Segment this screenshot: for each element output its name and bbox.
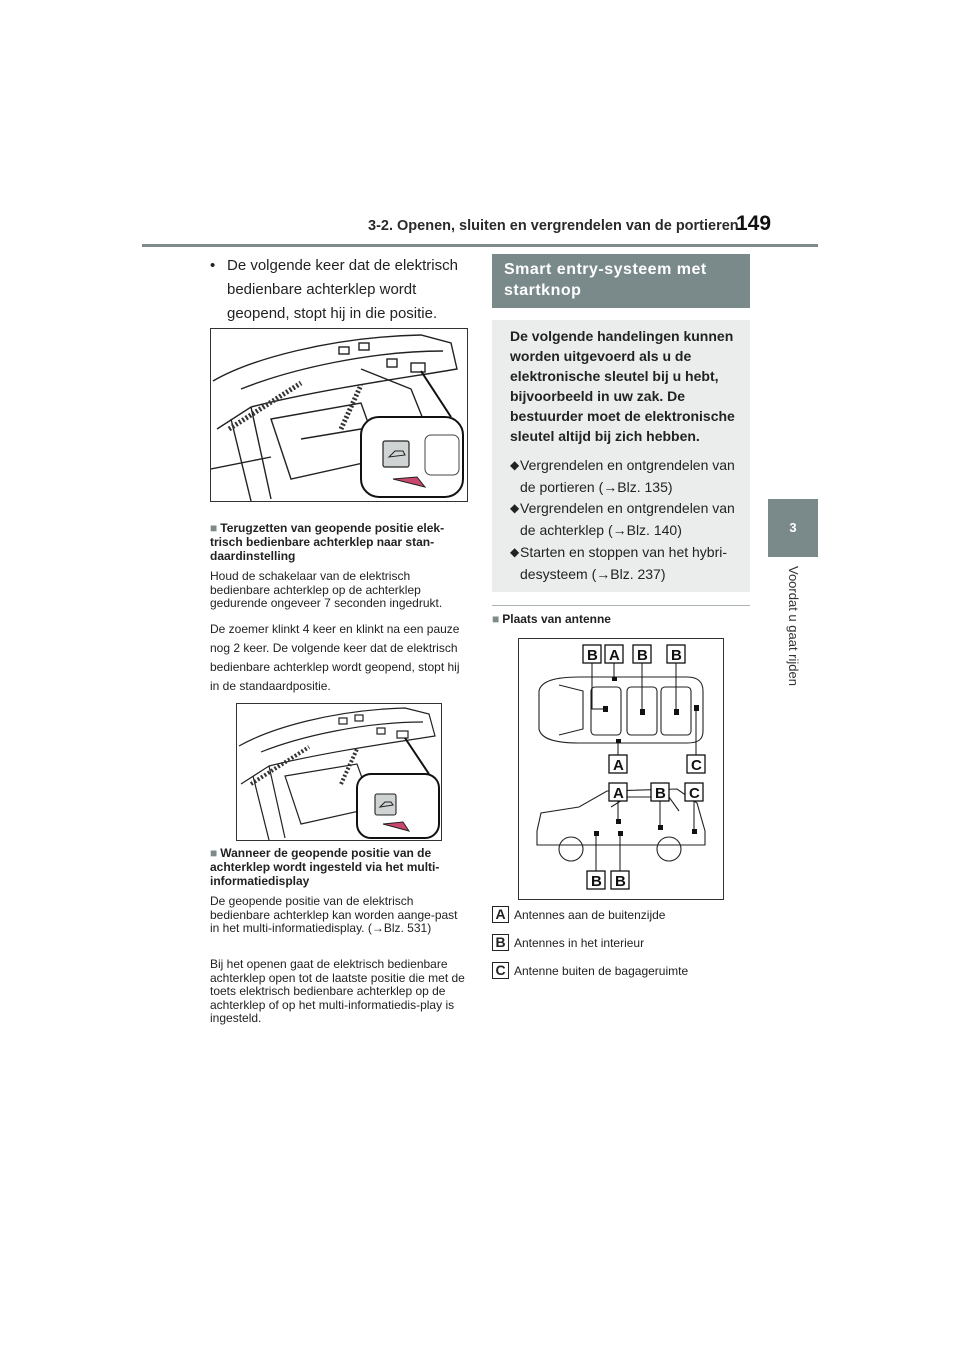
multi-info-adjust-text: De geopende positie van de elektrisch bedienbare achterklep kan worden aange-past in het multi-informatiedisplay. (→Blz. 531) [210, 894, 458, 935]
label-c: C [689, 785, 700, 802]
tailgate-illustration [210, 328, 468, 502]
label-c: C [691, 757, 702, 774]
diamond-bullet-icon: ◆ [510, 458, 520, 472]
section-heading-reset-text: Terugzetten van geopende positie elek-trisch bedienbare achterklep naar stan-daardinstelling [210, 521, 445, 563]
section-title: 3-2. Openen, sluiten en vergrendelen van de portieren [368, 218, 739, 234]
legend-text: Antenne buiten de bagageruimte [514, 964, 689, 978]
intro-bullet [210, 254, 472, 326]
antenna-diagram-svg [519, 639, 723, 899]
feature-item [510, 497, 740, 541]
label-b: B [671, 647, 682, 664]
square-bullet-icon: ■ [492, 612, 500, 626]
section-heading-multi-info-text: Wanneer de geopende positie van de achterklep wordt ingesteld via het multi-informatiedisplay [210, 846, 440, 888]
legend-item [492, 962, 732, 982]
antenna-heading [492, 612, 750, 626]
label-a: A [613, 757, 624, 774]
smart-entry-heading: Smart entry-systeem met startknop [492, 254, 750, 308]
antenna-heading-text: Plaats van antenne [502, 612, 611, 626]
label-b: B [587, 647, 598, 664]
label-b: B [615, 873, 626, 890]
label-a: A [609, 647, 620, 664]
tailgate-open-drawing-2 [237, 704, 441, 840]
buzzer-note: De zoemer klinkt 4 keer en klinkt na een pauze nog 2 keer. De volgende keer dat de elektrisch bedienbare achterklep wordt geopend, stopt hij in de standaardpositie. [210, 622, 460, 693]
feature-text: Starten en stoppen van het hybri-desysteem (→Blz. 237) [520, 544, 728, 582]
tailgate-illustration-2 [236, 703, 442, 841]
section-heading-multi-info [210, 846, 468, 888]
diamond-bullet-icon: ◆ [510, 545, 520, 559]
legend-key-c: C [492, 962, 509, 979]
chapter-tab: 3 [768, 499, 818, 557]
feature-text: Vergrendelen en ontgrendelen van de achterklep (→Blz. 140) [520, 500, 735, 538]
square-bullet-icon: ■ [210, 846, 218, 860]
bullet-dot-icon: • [210, 257, 216, 274]
header-rule [142, 244, 818, 247]
section-heading-reset [210, 521, 468, 563]
open-position-text: Bij het openen gaat de elektrisch bedienbare achterklep open tot de laatste positie die met de toets elektrisch bedienbare achterklep op de achterklep of op het multi-informatiedis-play is ingesteld. [210, 957, 465, 1025]
intro-bullet-text: De volgende keer dat de elektrisch bedienbare achterklep wordt geopend, stopt hij in die positie. [227, 257, 458, 322]
feature-item [510, 541, 740, 585]
antenna-location-diagram [518, 638, 724, 900]
reset-instruction: Houd de schakelaar van de elektrisch bedienbare achterklep op de achterklep gedurende ongeveer 7 seconden ingedrukt. [210, 569, 443, 610]
label-a: A [613, 785, 624, 802]
tailgate-open-drawing [211, 329, 467, 501]
square-bullet-icon: ■ [210, 521, 218, 535]
label-b: B [655, 785, 666, 802]
label-b: B [591, 873, 602, 890]
smart-entry-intro: De volgende handelingen kunnen worden uitgevoerd als u de elektronische sleutel bij u hebt, bijvoorbeeld in uw zak. De bestuurder moet de elektronische sleutel altijd bij zich hebben. [510, 328, 735, 444]
feature-text: Vergrendelen en ontgrendelen van de portieren (→Blz. 135) [520, 457, 735, 495]
page-number: 149 [736, 212, 772, 235]
chapter-title: Voordat u gaat rijden [786, 566, 801, 686]
feature-item [510, 454, 740, 498]
legend-key-b: B [492, 934, 509, 951]
diamond-bullet-icon: ◆ [510, 501, 520, 515]
section-divider [492, 605, 750, 606]
legend-text: Antennes in het interieur [514, 936, 645, 950]
legend-key-a: A [492, 906, 509, 923]
legend-text: Antennes aan de buitenzijde [514, 908, 666, 922]
legend-item [492, 934, 732, 954]
legend-item [492, 906, 732, 926]
label-b: B [637, 647, 648, 664]
